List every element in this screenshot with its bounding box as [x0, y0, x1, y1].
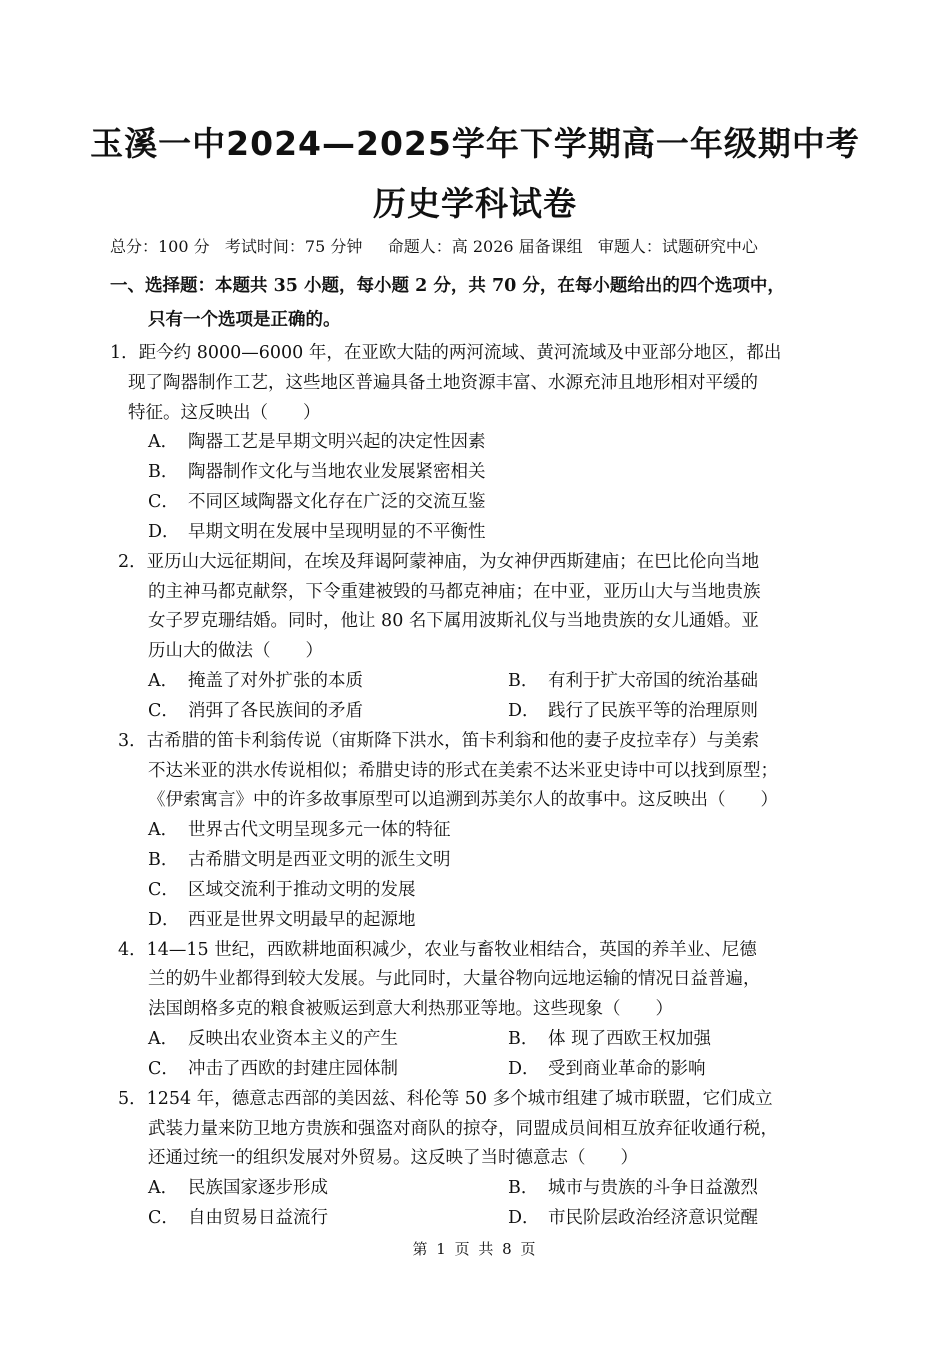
option-label: C． [148, 492, 179, 512]
question-stem-line: 4．14—15 世纪，西欧耕地面积减少，农业与畜牧业相结合，英国的养羊业、尼德 [118, 940, 757, 960]
question-stem-line: 兰的奶牛业都得到较大发展。与此同时，大量谷物向远地运输的情况日益普遍， [148, 969, 761, 989]
question-stem-line: 不达米亚的洪水传说相似；希腊史诗的形式在美索不达米亚史诗中可以找到原型； [148, 761, 778, 781]
question-stem-line: 1．距今约 8000—6000 年，在亚欧大陆的两河流域、黄河流域及中亚部分地区，都出 [110, 343, 782, 363]
exam-meta: 总分：100 分 考试时间：75 分钟 命题人：高 2026 届备课组 审题人：试题研究中心 [110, 237, 758, 256]
option-c[interactable] [148, 1204, 328, 1229]
option-b[interactable] [148, 458, 486, 483]
option-text: 城市与贵族的斗争日益激烈 [548, 1178, 758, 1198]
option-label: A． [148, 1029, 179, 1049]
question-stem-line: 《伊索寓言》中的许多故事原型可以追溯到苏美尔人的故事中。这反映出（ ） [148, 790, 778, 810]
option-text: 自由贸易日益流行 [188, 1208, 328, 1228]
option-b[interactable] [508, 667, 758, 692]
option-b[interactable] [148, 846, 451, 871]
option-label: A． [148, 1178, 179, 1198]
option-label: B． [508, 1178, 539, 1198]
option-b[interactable] [508, 1174, 758, 1199]
option-label: B． [148, 462, 179, 482]
option-label: B． [148, 850, 179, 870]
option-d[interactable] [508, 1055, 706, 1080]
option-label: C． [148, 1059, 179, 1079]
option-label: C． [148, 1208, 179, 1228]
option-text: 陶器工艺是早期文明兴起的决定性因素 [188, 432, 486, 452]
option-a[interactable] [148, 816, 451, 841]
option-text: 民族国家逐步形成 [188, 1178, 328, 1198]
option-c[interactable] [148, 697, 363, 722]
option-d[interactable] [508, 697, 758, 722]
option-text: 消弭了各民族间的矛盾 [188, 701, 363, 721]
question-stem-line: 还通过统一的组织发展对外贸易。这反映了当时德意志（ ） [148, 1148, 638, 1168]
option-d[interactable] [148, 518, 486, 543]
option-label: C． [148, 701, 179, 721]
option-d[interactable] [148, 906, 416, 931]
option-text: 陶器制作文化与当地农业发展紧密相关 [188, 462, 486, 482]
option-text: 冲击了西欧的封建庄园体制 [188, 1059, 398, 1079]
question-stem-line: 法国朗格多克的粮食被贩运到意大利热那亚等地。这些现象（ ） [148, 999, 673, 1019]
option-text: 掩盖了对外扩张的本质 [188, 671, 363, 691]
option-a[interactable] [148, 1174, 328, 1199]
option-label: D． [148, 910, 180, 930]
option-text: 不同区域陶器文化存在广泛的交流互鉴 [188, 492, 486, 512]
exam-title-line1: 玉溪一中2024—2025学年下学期高一年级期中考 [90, 124, 860, 163]
option-text: 践行了民族平等的治理原则 [548, 701, 758, 721]
question-stem-line: 2．亚历山大远征期间，在埃及拜谒阿蒙神庙，为女神伊西斯建庙；在巴比伦向当地 [118, 552, 760, 572]
question-stem-line: 5．1254 年，德意志西部的美因兹、科伦等 50 多个城市组建了城市联盟，它们成立 [118, 1089, 773, 1109]
option-a[interactable] [148, 1025, 398, 1050]
option-c[interactable] [148, 1055, 398, 1080]
option-text: 受到商业革命的影响 [548, 1059, 706, 1079]
section-heading: 一、选择题：本题共 35 小题，每小题 2 分，共 70 分，在每小题给出的四个选项中， [110, 276, 785, 296]
option-text: 古希腊文明是西亚文明的派生文明 [188, 850, 451, 870]
question-stem-line: 女子罗克珊结婚。同时，他让 80 名下属用波斯礼仪与当地贵族的女儿通婚。亚 [148, 611, 759, 631]
question-stem-line: 历山大的做法（ ） [148, 641, 323, 661]
option-c[interactable] [148, 876, 416, 901]
option-text: 早期文明在发展中呈现明显的不平衡性 [188, 522, 486, 542]
option-c[interactable] [148, 488, 486, 513]
option-text: 有利于扩大帝国的统治基础 [548, 671, 758, 691]
option-label: A． [148, 820, 179, 840]
option-d[interactable] [508, 1204, 758, 1229]
option-a[interactable] [148, 667, 363, 692]
option-label: C． [148, 880, 179, 900]
option-text: 反映出农业资本主义的产生 [188, 1029, 398, 1049]
question-stem-line: 现了陶器制作工艺，这些地区普遍具备土地资源丰富、水源充沛且地形相对平缓的 [128, 373, 758, 393]
option-b[interactable] [508, 1025, 711, 1050]
option-text: 体 现了西欧王权加强 [548, 1029, 712, 1049]
question-stem-line: 特征。这反映出（ ） [128, 403, 321, 423]
option-label: A． [148, 671, 179, 691]
option-label: D． [148, 522, 180, 542]
question-stem-line: 武装力量来防卫地方贵族和强盗对商队的掠夺，同盟成员间相互放弃征收通行税， [148, 1119, 778, 1139]
option-a[interactable] [148, 428, 486, 453]
section-heading-cont: 只有一个选项是正确的。 [148, 310, 341, 330]
option-label: D． [508, 1059, 540, 1079]
option-label: A． [148, 432, 179, 452]
option-text: 西亚是世界文明最早的起源地 [188, 910, 416, 930]
option-label: D． [508, 701, 540, 721]
question-stem-line: 3．古希腊的笛卡利翁传说（宙斯降下洪水，笛卡利翁和他的妻子皮拉幸存）与美索 [118, 731, 760, 751]
page-number: 第 1 页 共 8 页 [412, 1240, 538, 1258]
option-text: 市民阶层政治经济意识觉醒 [548, 1208, 758, 1228]
option-text: 世界古代文明呈现多元一体的特征 [188, 820, 451, 840]
option-label: B． [508, 671, 539, 691]
exam-title-line2: 历史学科试卷 [373, 184, 577, 223]
option-label: B． [508, 1029, 539, 1049]
option-label: D． [508, 1208, 540, 1228]
option-text: 区域交流利于推动文明的发展 [188, 880, 416, 900]
question-stem-line: 的主神马都克献祭，下令重建被毁的马都克神庙；在中亚，亚历山大与当地贵族 [148, 582, 761, 602]
